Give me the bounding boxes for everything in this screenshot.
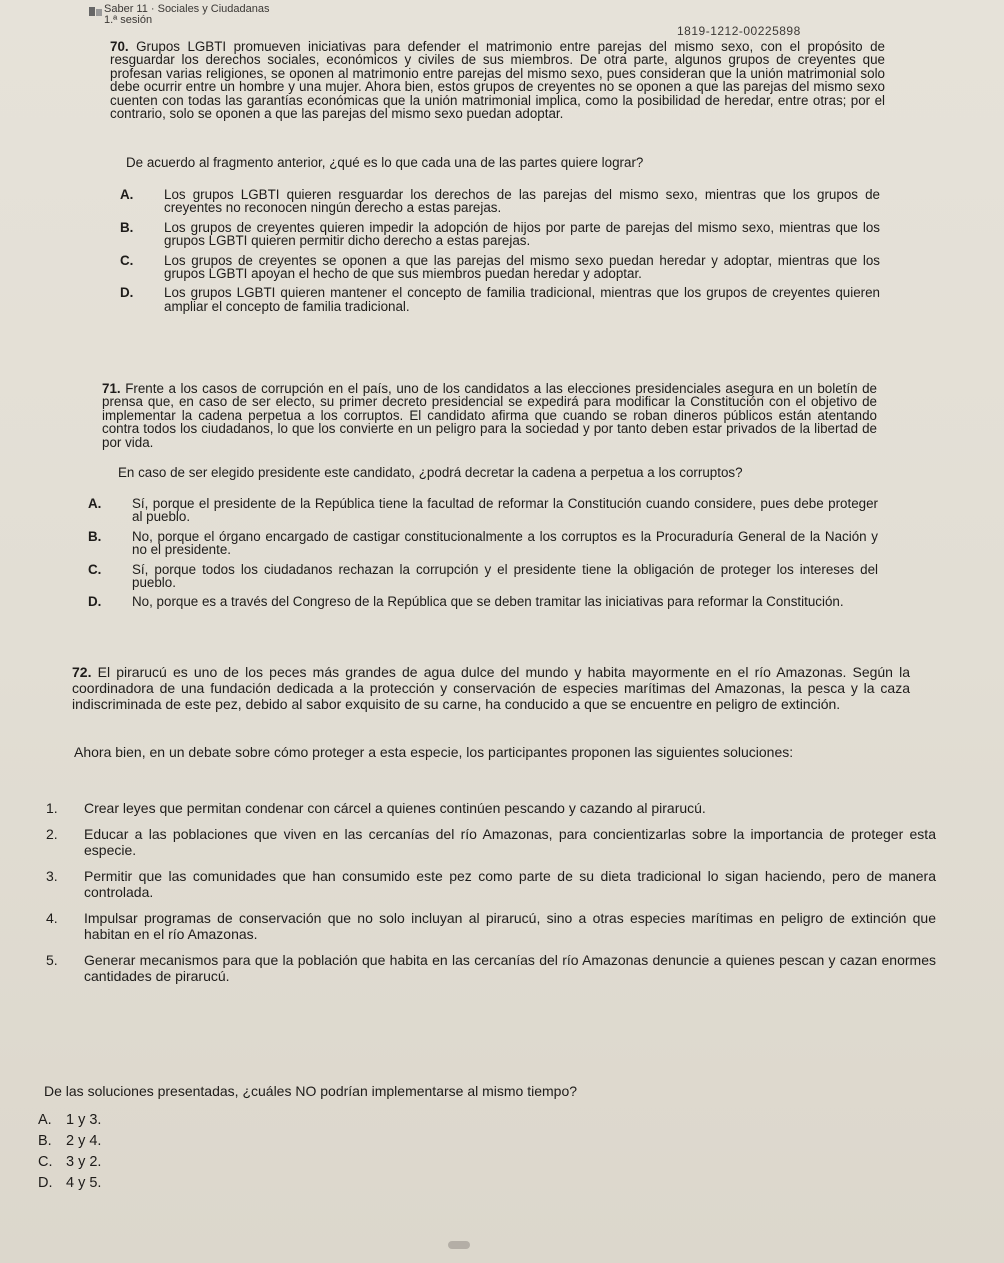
- question-72-options: [38, 1110, 101, 1194]
- exam-subject: Saber 11 · Sociales y Ciudadanas: [104, 3, 270, 15]
- exam-session: 1.ª sesión: [104, 14, 153, 26]
- question-70-text: 70. Grupos LGBTI promueven iniciativas para defender el matrimonio entre parejas del mismo sexo, con el propósito de resguardar los derechos sociales, económicos y civiles de sus miembros. De otra parte, algunos grupos de creyentes que profesan varias religiones, se oponen al matrimonio entre parejas del mismo sexo, pues consideran que la unión matrimonial solo debe ocurrir entre un hombre y una mujer. Ahora bien, estos grupos de creyentes no se oponen a que las parejas del mismo sexo cuenten con todas las garantías económicas que la unión matrimonial implica, como la posibilidad de heredar, entre otras; por el contrario, solo se oponen a que las parejas del mismo sexo puedan adoptar.: [110, 39, 885, 122]
- page-mark: [448, 1241, 470, 1249]
- option-71-a[interactable]: A. Sí, porque el presidente de la República tiene la facultad de reformar la Constitución cuando considere, pues debe proteger al pueblo.: [88, 496, 878, 525]
- list-item: 2. Educar a las poblaciones que viven en las cercanías del río Amazonas, para concientizarlas sobre la importancia de proteger esta especie.: [46, 826, 936, 858]
- question-71-text: 71. Frente a los casos de corrupción en el país, uno de los candidatos a las elecciones presidenciales asegura en un boletín de prensa que, en caso de ser electo, su primer decreto presidencial se expedirá para modificar la Constitución con el objetivo de implementar la cadena perpetua a los corruptos. El candidato afirma que cuando se roban dineros públicos están atentando contra todos los ciudadanos, lo que los convierte en un peligro para la sociedad y por tanto deben estar privados de la libertad de por vida.: [102, 381, 877, 450]
- option-72-c[interactable]: C. 3 y 2.: [38, 1154, 102, 1170]
- option-72-a[interactable]: A. 1 y 3.: [38, 1112, 102, 1128]
- list-item: 1. Crear leyes que permitan condenar con cárcel a quienes continúen pescando y cazando al piraruсú.: [46, 800, 706, 816]
- option-71-b[interactable]: B. No, porque el órgano encargado de castigar constitucionalmente a los corruptos es la Procuraduría General de la Nación y no el presidente.: [88, 528, 878, 558]
- solutions-list: [46, 800, 936, 994]
- question-70-prompt: De acuerdo al fragmento anterior, ¿qué es lo que cada una de las partes quiere lograr?: [126, 155, 644, 170]
- exam-code: 1819-1212-00225898: [677, 24, 801, 38]
- option-72-d[interactable]: D. 4 y 5.: [38, 1175, 102, 1191]
- question-72-context: Ahora bien, en un debate sobre cómo proteger a esta especie, los participantes proponen las siguientes soluciones:: [74, 744, 794, 760]
- question-72-text: 72. El piraruсú es uno de los peces más grandes de agua dulce del mundo y habita mayormente en el río Amazonas. Según la coordinadora de una fundación dedicada a la protección y conservación de especies marítimas del Amazonas, la pesca y la caza indiscriminada de este pez, debido al sabor exquisito de su carne, ha conducido a que se encuentre en peligro de extinción.: [72, 664, 911, 712]
- option-72-b[interactable]: B. 2 y 4.: [38, 1133, 102, 1149]
- question-72-prompt: De las soluciones presentadas, ¿cuáles NO podrían implementarse al mismo tiempo?: [44, 1083, 578, 1099]
- question-70-options: [120, 188, 880, 319]
- option-70-c[interactable]: C. Los grupos de creyentes se oponen a que las parejas del mismo sexo puedan heredar y adoptar, mientras que los grupos LGBTI apoyan el hecho de que sus miembros puedan heredar y adoptar.: [120, 252, 880, 282]
- question-71-prompt: En caso de ser elegido presidente este candidato, ¿podrá decretar la cadena a perpetua a los corruptos?: [118, 465, 743, 480]
- option-70-b[interactable]: B. Los grupos de creyentes quieren impedir la adopción de hijos por parte de parejas del mismo sexo, mientras que los grupos LGBTI quieren permitir dicho derecho a estas parejas.: [120, 219, 880, 249]
- icfes-logo-icon: [88, 6, 104, 18]
- exam-header: [104, 4, 270, 26]
- list-item: 5. Generar mecanismos para que la población que habita en las cercanías del río Amazonas denuncie a quienes pescan y cazan enormes cantidades de piraruсú.: [46, 952, 936, 984]
- option-71-c[interactable]: C. Sí, porque todos los ciudadanos rechazan la corrupción y el presidente tiene la obligación de proteger los intereses del pueblo.: [88, 561, 878, 591]
- question-71-options: [88, 497, 878, 615]
- list-item: 3. Permitir que las comunidades que han consumido este pez como parte de su dieta tradicional lo sigan haciendo, pero de manera controlada.: [46, 868, 936, 900]
- list-item: 4. Impulsar programas de conservación que no solo incluyan al piraruсú, sino a otras especies marítimas en peligro de extinción que habitan en el río Amazonas.: [46, 910, 936, 942]
- option-71-d[interactable]: D. No, porque es a través del Congreso de la República que se deben tramitar las iniciativas para reformar la Constitución.: [88, 594, 844, 610]
- option-70-a[interactable]: A. Los grupos LGBTI quieren resguardar los derechos de las parejas del mismo sexo, mientras que los grupos de creyentes no reconocen ningún derecho a estas parejas.: [120, 187, 880, 216]
- option-70-d[interactable]: D. Los grupos LGBTI quieren mantener el concepto de familia tradicional, mientras que los grupos de creyentes quieren ampliar el concepto de familia tradicional.: [120, 285, 880, 314]
